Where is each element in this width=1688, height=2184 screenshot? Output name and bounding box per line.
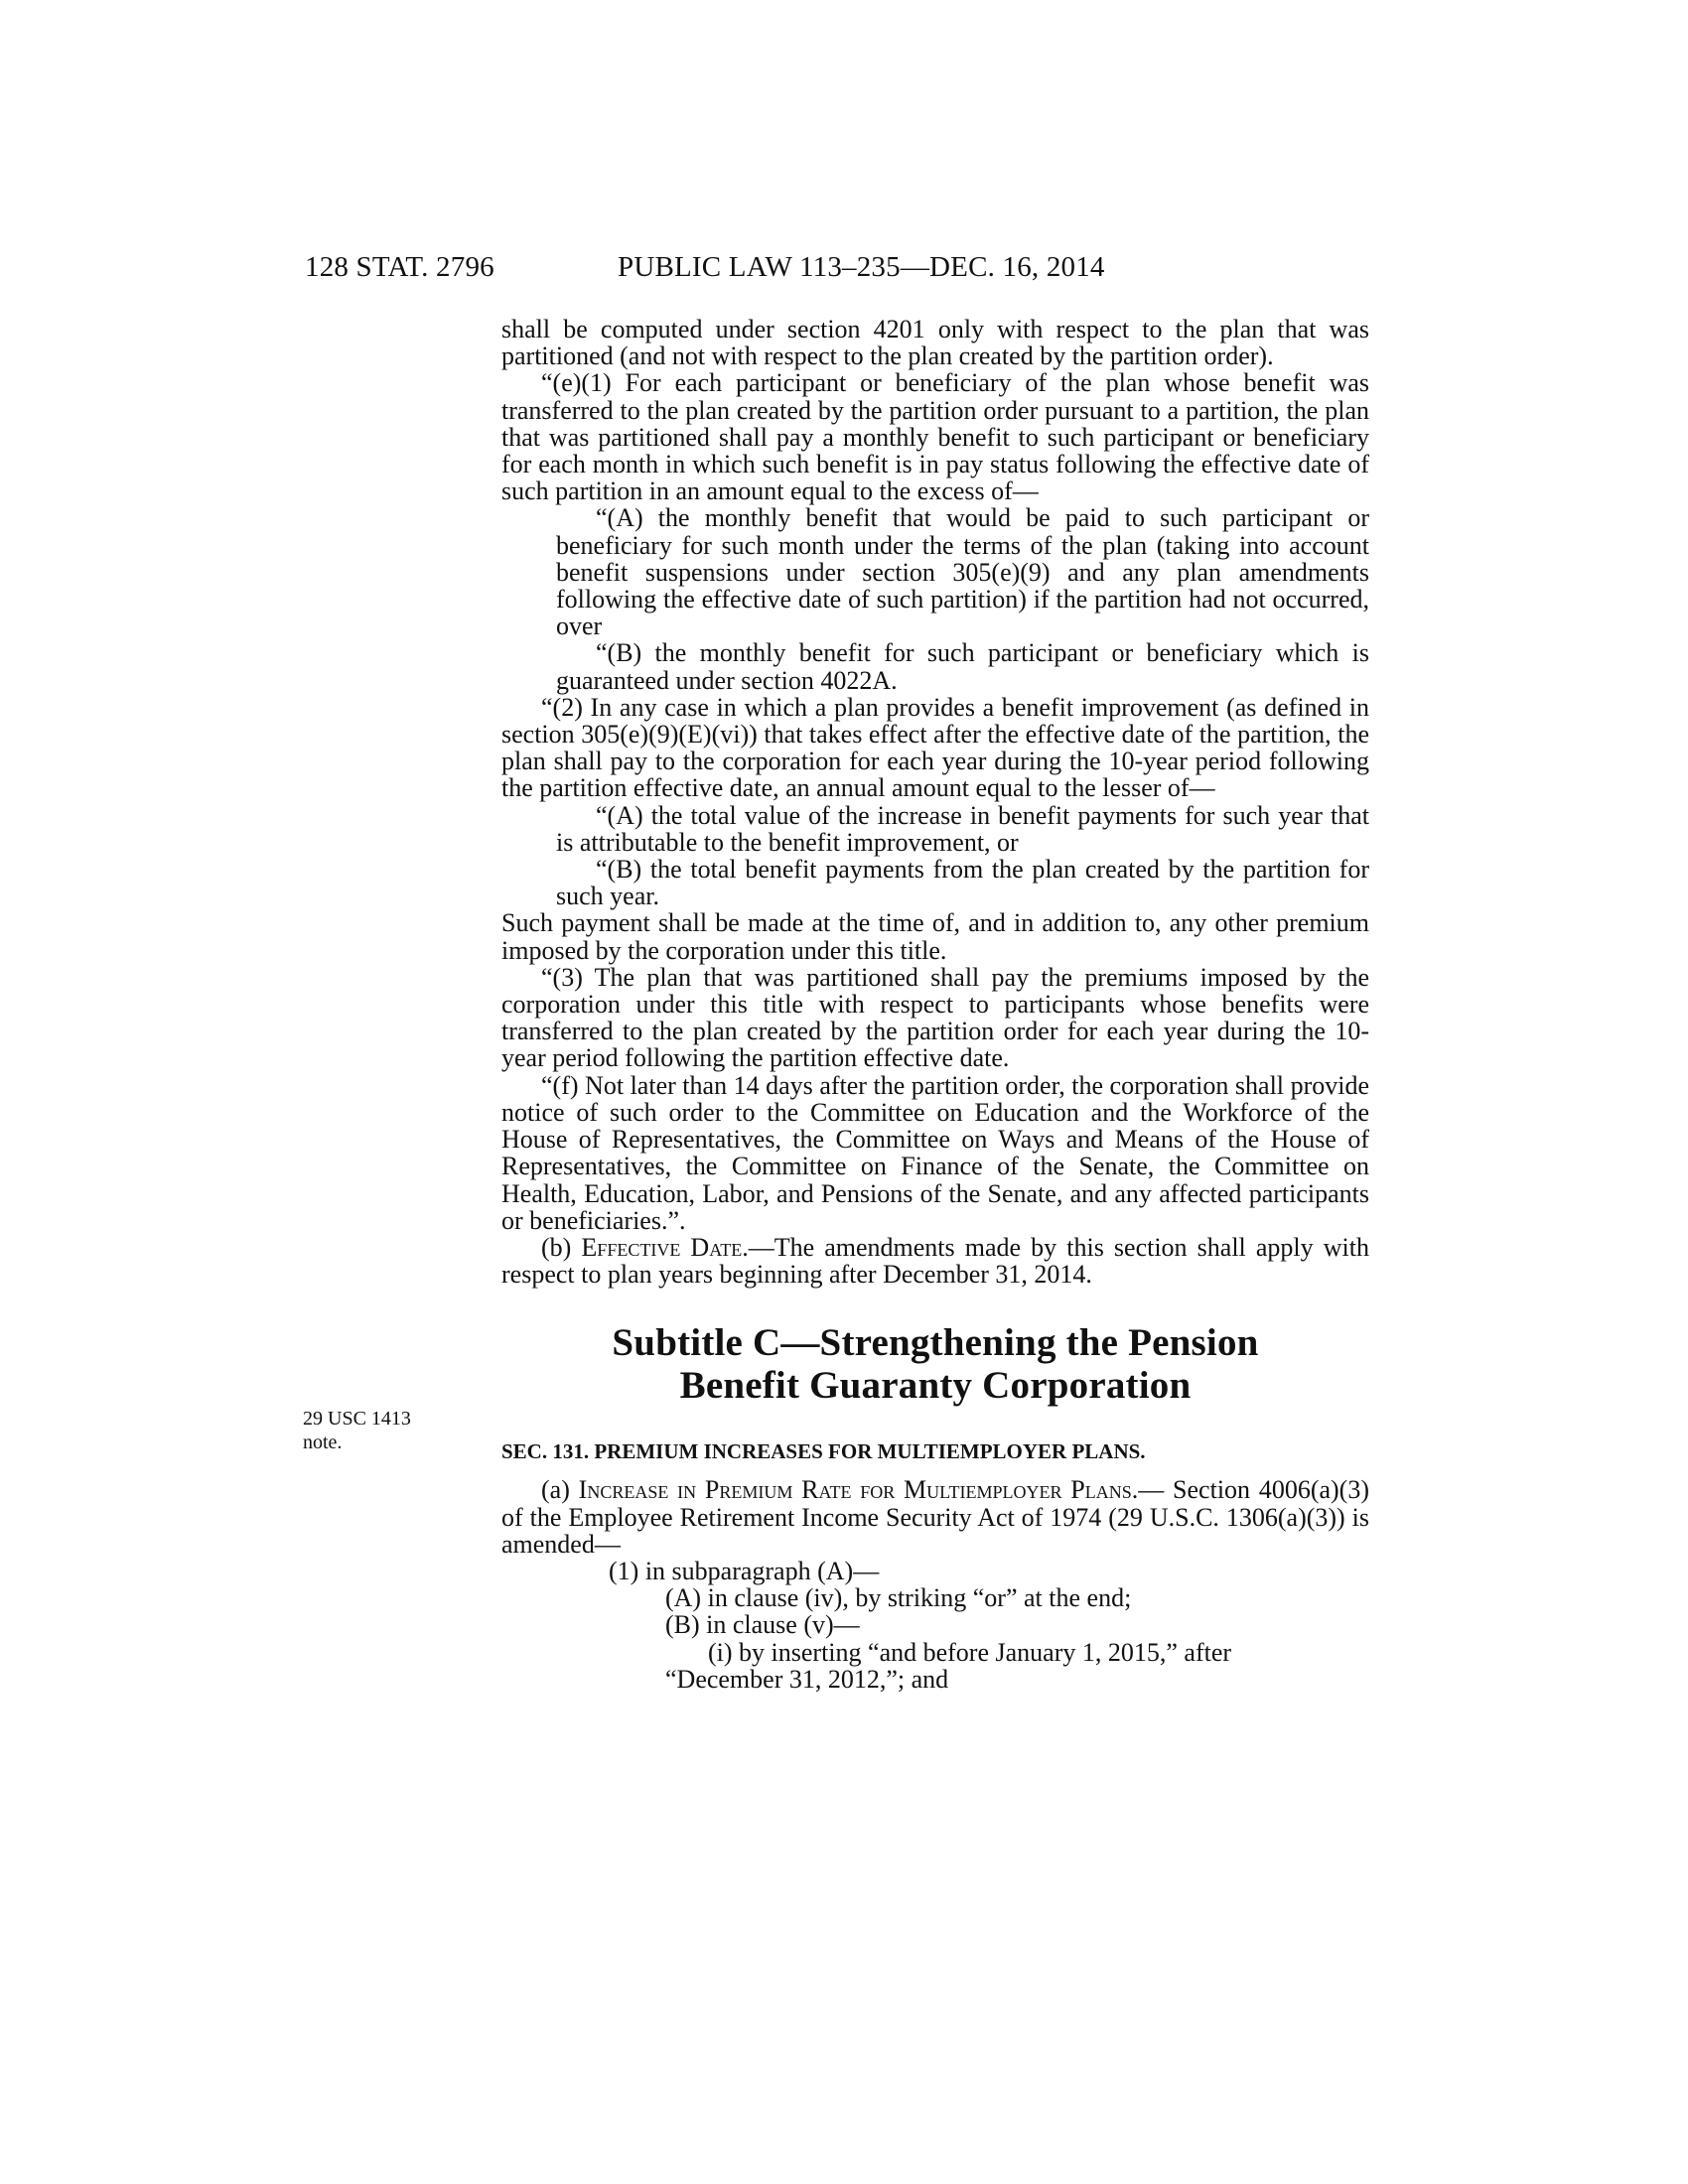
- list-item-i: (i) by inserting “and before January 1, 2015,” after: [708, 1637, 1232, 1667]
- section-a-text: .— Section 4006(a)(3) of the Employee Retirement Income Security Act of 1974 (29 U.S.C. 1306(a)(3)) is amended—: [501, 1475, 1369, 1559]
- margin-note-line-2: note.: [303, 1432, 343, 1453]
- list-item-B: (B) in clause (v)—: [665, 1610, 860, 1640]
- paragraph-e1-a: “(A) the monthly benefit that would be paid to such participant or beneficiary for such month under the terms of the plan (taking into account benefit suspensions under section 305(e)(9) and any plan amendments following the effective date of such partition) if the partition had not occurred, over: [556, 503, 1369, 641]
- margin-note-line-1: 29 USC 1413: [303, 1408, 411, 1430]
- paragraph-e2-a: “(A) the total value of the increase in benefit payments for such year that is attributable to the benefit improvement, or: [556, 800, 1369, 857]
- paragraph-e2-b: “(B) the total benefit payments from the plan created by the partition for such year.: [556, 855, 1369, 911]
- paragraph-continuation: shall be computed under section 4201 only with respect to the plan that was partitioned (and not with respect to the plan created by the partition order).: [501, 315, 1369, 371]
- section-a-heading: Increase in Premium Rate for Multiemployer Plans: [578, 1475, 1132, 1505]
- subtitle-heading: [501, 1321, 1369, 1407]
- subtitle-line-1: Subtitle C—Strengthening the Pension: [612, 1321, 1259, 1365]
- paragraph-e1-b: “(B) the monthly benefit for such participant or beneficiary which is guaranteed under section 4022A.: [556, 638, 1369, 695]
- stat-page-number: 128 STAT. 2796: [305, 251, 494, 283]
- paragraph-section-a: [501, 1476, 1369, 1558]
- public-law-title: PUBLIC LAW 113–235—DEC. 16, 2014: [618, 251, 1105, 283]
- paragraph-payment-timing: Such payment shall be made at the time of, and in addition to, any other premium imposed by the corporation under this title.: [501, 908, 1369, 965]
- section-a-prefix: (a): [541, 1475, 579, 1505]
- document-body: [501, 316, 1369, 1693]
- effective-date-heading: Effective Date: [581, 1232, 743, 1262]
- paragraph-e2: “(2) In any case in which a plan provides a benefit improvement (as defined in section 305(e)(9)(E)(vi)) that takes effect after the effective date of the partition, the plan shall pay to the corporation for each year during the 10-year period following the partition effective date, an annual amount equal to the lesser of—: [501, 692, 1369, 803]
- paragraph-e3: “(3) The plan that was partitioned shall pay the premiums imposed by the corporation under this title with respect to participants whose benefits were transferred to the plan created by the partition order for each year during the 10-year period following the partition effective date.: [501, 962, 1369, 1073]
- list-item-i-continued: “December 31, 2012,”; and: [665, 1664, 949, 1694]
- effective-date-text: .—The amendments made by this section shall apply with respect to plan years beginning after December 31, 2014.: [501, 1232, 1369, 1290]
- list-item-A: (A) in clause (iv), by striking “or” at the end;: [665, 1583, 1132, 1613]
- running-header: [305, 250, 1369, 284]
- paragraph-effective-date: [501, 1234, 1369, 1288]
- section-heading: SEC. 131. PREMIUM INCREASES FOR MULTIEMPLOYER PLANS.: [501, 1439, 1146, 1464]
- effective-date-prefix: (b): [541, 1232, 582, 1262]
- paragraph-e1: “(e)(1) For each participant or beneficiary of the plan whose benefit was transferred to the plan created by the partition order pursuant to a partition, the plan that was partitioned shall pay a monthly benefit to such participant or beneficiary for each month in which such benefit is in pay status following the effective date of such partition in an amount equal to the excess of—: [501, 368, 1369, 506]
- margin-citation-note: [303, 1407, 472, 1454]
- subtitle-line-2: Benefit Guaranty Corporation: [679, 1364, 1192, 1408]
- paragraph-f: “(f) Not later than 14 days after the partition order, the corporation shall provide notice of such order to the Committee on Education and the Workforce of the House of Representatives, the Committee on Ways and Means of the House of Representatives, the Committee on Finance of the Senate, the Committee on Health, Education, Labor, and Pensions of the Senate, and any affected participants or beneficiaries.”.: [501, 1070, 1369, 1235]
- list-item-1: (1) in subparagraph (A)—: [609, 1556, 880, 1585]
